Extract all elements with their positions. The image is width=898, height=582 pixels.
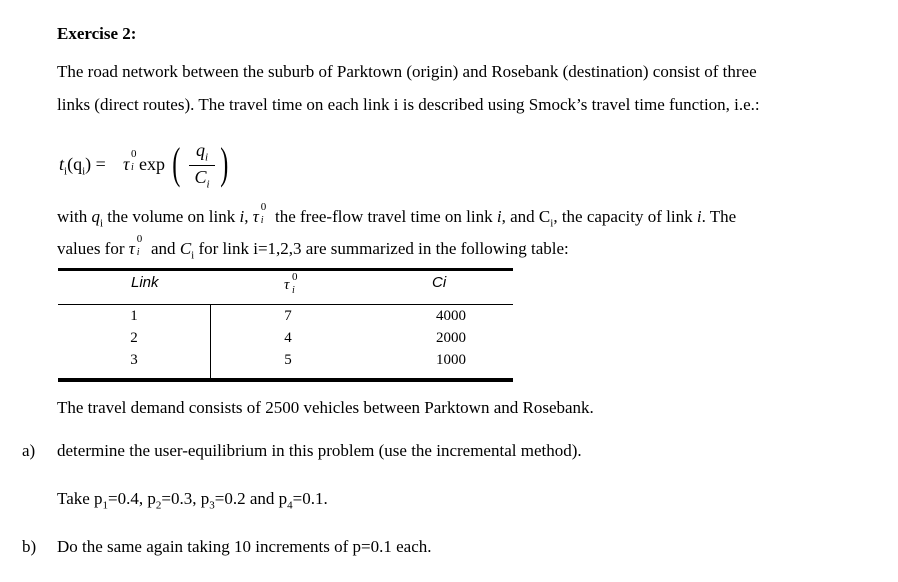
formula-tau: τ 0 i <box>123 148 137 174</box>
formula-exp: exp <box>139 154 165 174</box>
table-cell: 1 <box>130 308 138 324</box>
demand-text: The travel demand consists of 2500 vehicles between Parktown and Rosebank. <box>57 398 594 417</box>
question-b-label: b) <box>22 537 37 556</box>
table-cell: 4 <box>284 330 292 346</box>
table-bottom-rule <box>58 378 513 382</box>
question-a <box>22 441 582 461</box>
exercise-title: Exercise 2: <box>57 24 137 43</box>
table-cell: 1000 <box>436 352 466 368</box>
table-top-rule <box>58 268 513 271</box>
table-cell: 2000 <box>436 330 466 346</box>
table-cell: 3 <box>130 352 138 368</box>
header-link: Link <box>131 274 159 291</box>
definitions-line-1: with $q_i$ the volume on link i, τ 0 i the free-flow travel time on link i, and $C_i$, the capacity of link i. The <box>57 201 737 230</box>
link-table <box>58 268 513 384</box>
table-cell: 5 <box>284 352 292 368</box>
question-b <box>22 537 432 557</box>
question-a-label: a) <box>22 441 36 460</box>
formula-lhs: $t_i(q_i)$ = <box>59 154 106 178</box>
table-cell: 2 <box>130 330 138 346</box>
question-a-text: determine the user-equilibrium in this problem (use the incremental method). <box>57 441 582 460</box>
table-cell: 4000 <box>436 308 466 324</box>
header-ci: Ci <box>432 274 447 291</box>
question-b-text: Do the same again taking 10 increments of p=0.1 each. <box>57 537 432 556</box>
formula-right-paren: ) <box>220 139 229 188</box>
formula-fraction: $q_i$ $C_i$ <box>185 140 219 190</box>
table-header-rule <box>58 304 513 305</box>
table-divider <box>210 305 211 378</box>
intro-line-1: The road network between the suburb of Parktown (origin) and Rosebank (destination) consist of three <box>57 62 757 81</box>
table-cell: 7 <box>284 308 292 324</box>
definitions-line-2: values for τ 0 i and $C_i$ for link i=1,2,3 are summarized in the following table: <box>57 233 569 262</box>
formula-left-paren: ( <box>172 139 181 188</box>
question-a-probabilities: Take $p_1=0.4$, $p_2=0.3$, $p_3=0.2$ and $p_4=0.1$. <box>57 489 328 512</box>
header-tau: τ 0 i <box>284 271 298 296</box>
intro-line-2: links (direct routes). The travel time on each link i is described using Smock’s travel time function, i.e.: <box>57 95 760 114</box>
